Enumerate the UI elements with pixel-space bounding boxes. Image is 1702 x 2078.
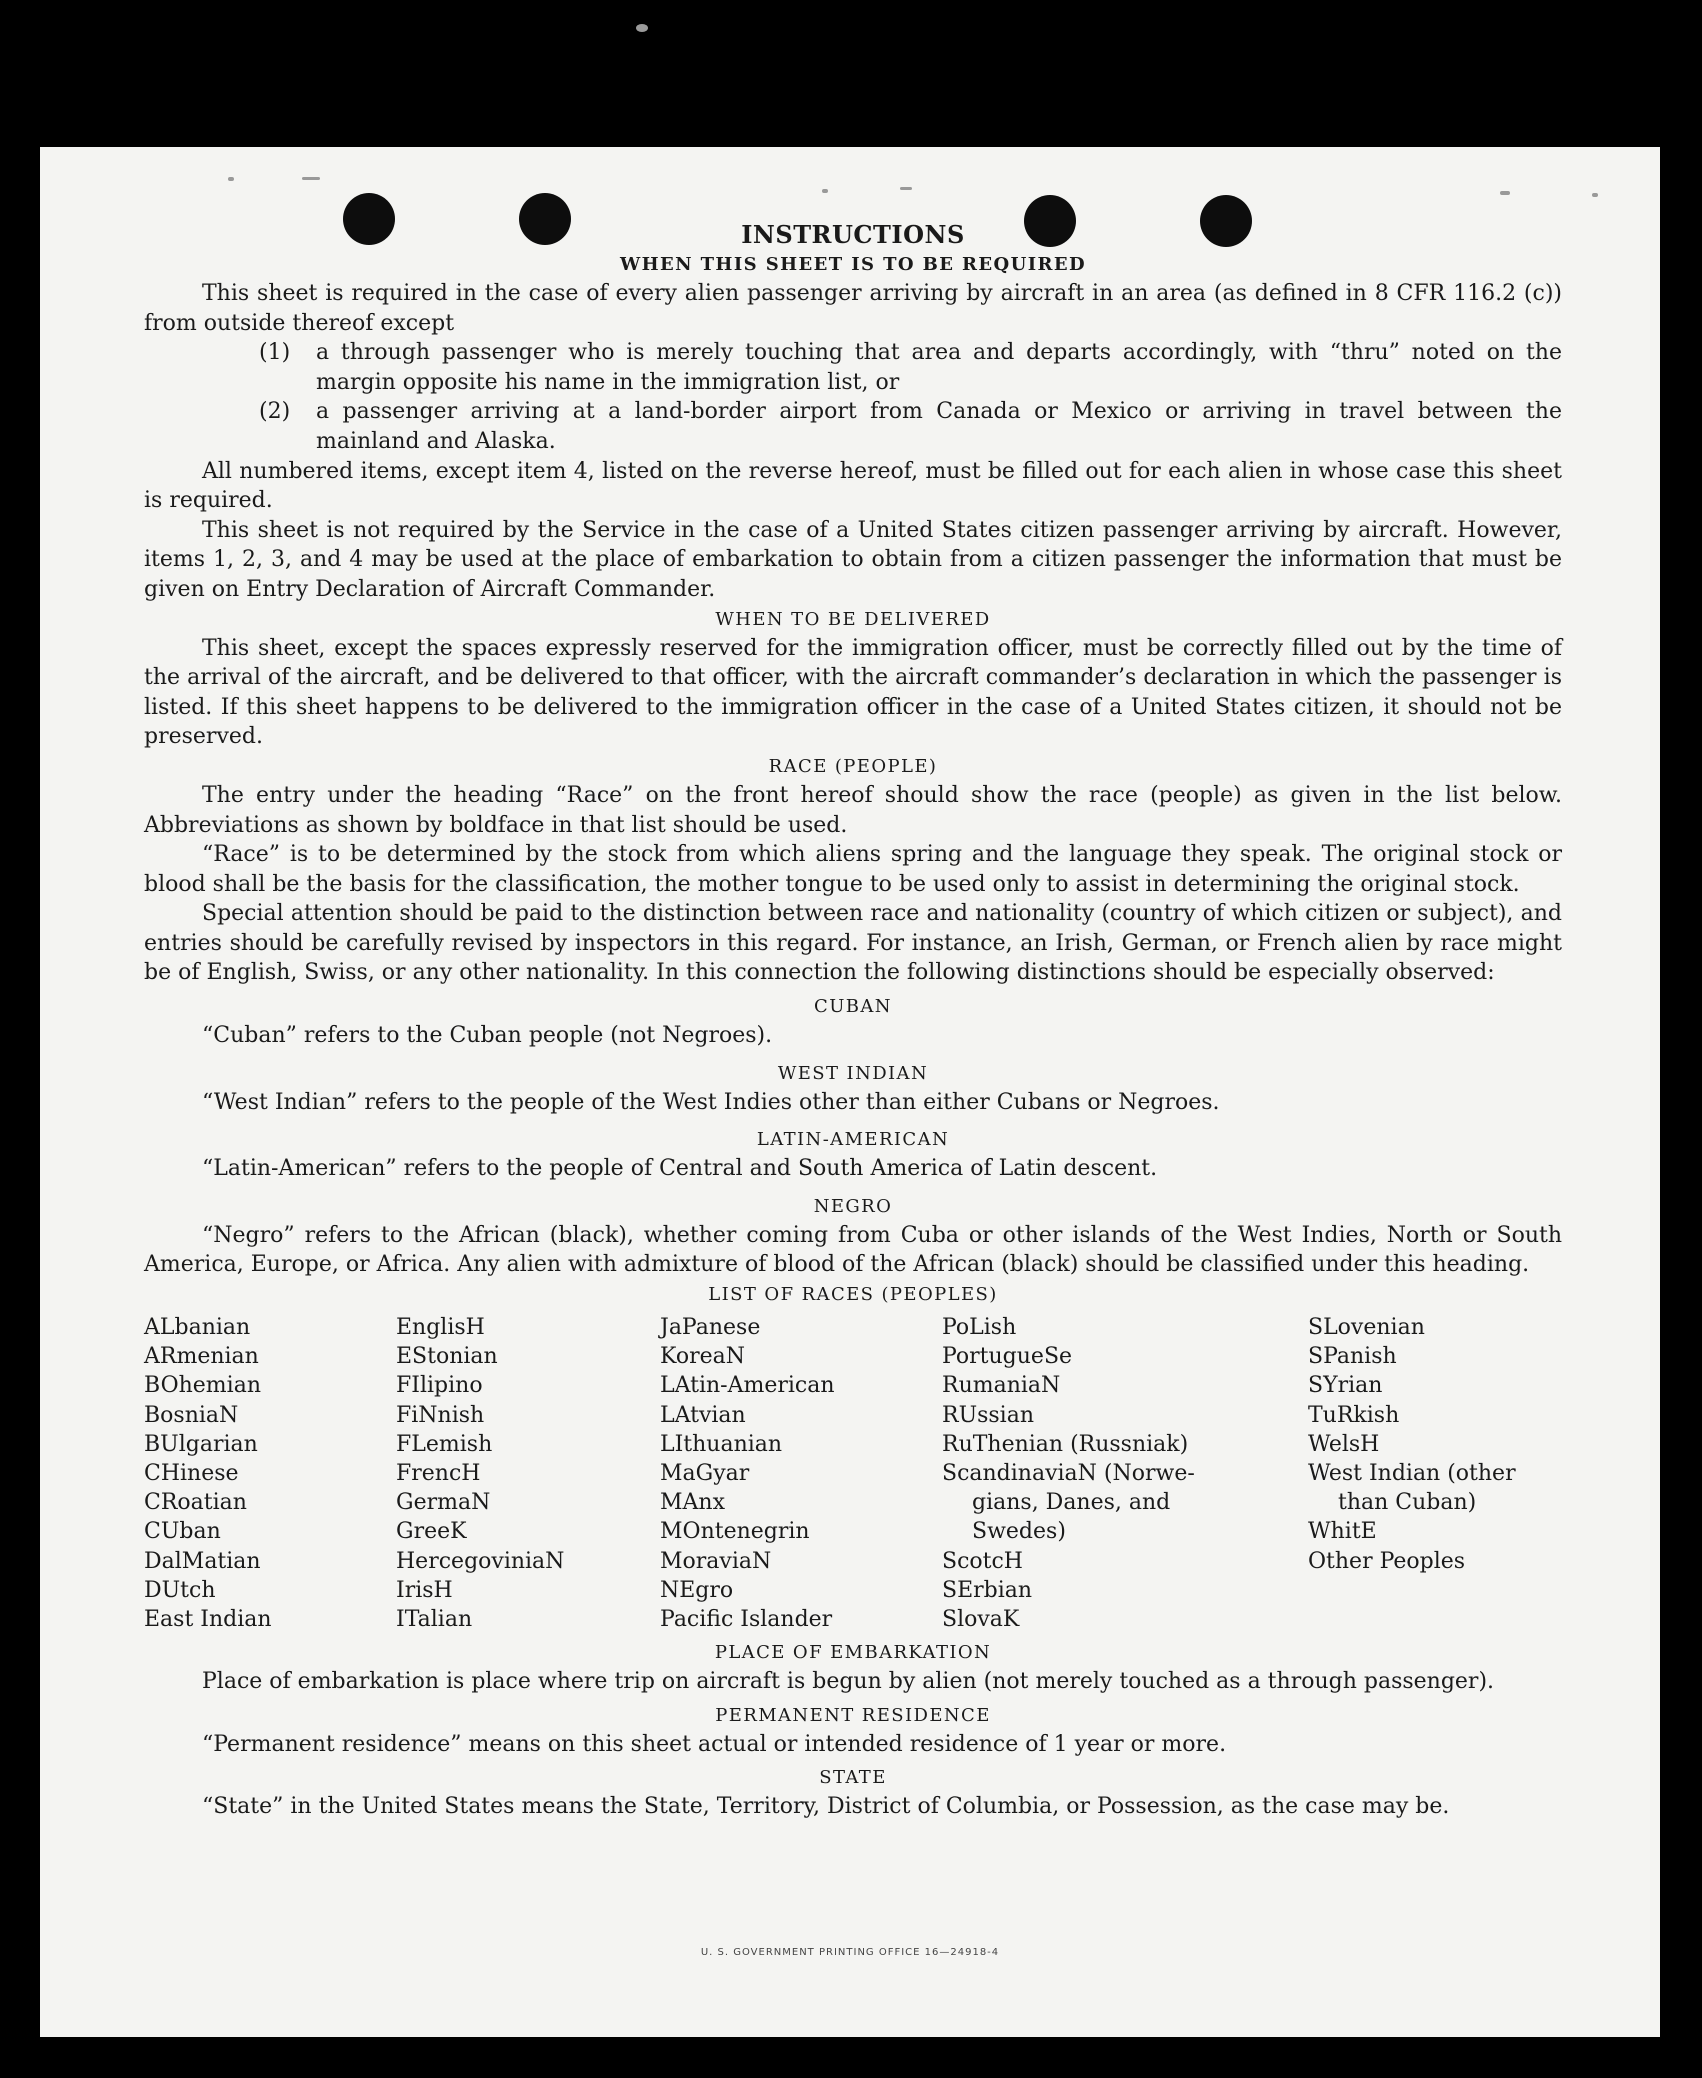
race-entry: ScotcH — [942, 1548, 1023, 1574]
race-entry: MAnx — [660, 1490, 725, 1516]
race-entry: FiNnish — [396, 1402, 485, 1428]
race-entry: GreeK — [396, 1519, 467, 1545]
race-entry: NEgro — [660, 1577, 734, 1603]
race-entry: LAtvian — [660, 1402, 746, 1428]
section-heading: STATE — [819, 1767, 887, 1789]
paragraph: “State” in the United States means the State, Territory, District of Columbia, or Possession, as the case may be. — [202, 1794, 1450, 1820]
race-entry: TuRkish — [1308, 1402, 1400, 1428]
race-entry: DalMatian — [144, 1548, 261, 1574]
section-heading: WHEN THIS SHEET IS TO BE REQUIRED — [619, 254, 1087, 275]
race-entry: BosniaN — [144, 1402, 239, 1428]
section-heading: WHEN TO BE DELIVERED — [715, 608, 991, 630]
race-entry: KoreaN — [660, 1344, 745, 1370]
race-list — [144, 1313, 1562, 1634]
section-heading: PLACE OF EMBARKATION — [714, 1642, 992, 1664]
race-entry: LAtin-American — [660, 1373, 835, 1399]
race-entry: CUban — [144, 1519, 221, 1545]
race-column — [144, 1313, 396, 1634]
race-entry: PoLish — [942, 1315, 1017, 1341]
paragraph: “Race” is to be determined by the stock from which aliens spring and the language they speak. The original stock or blood shall be the basis for the classification, the mother tongue to be used only to assist in determining the original stock. — [144, 842, 1562, 897]
list-item — [144, 338, 1562, 397]
item-text: a through passenger who is merely touching that area and departs accordingly, with “thru” noted on the margin opposite his name in the immigration list, or — [316, 340, 1562, 395]
race-entry: CRoatian — [144, 1490, 247, 1516]
speck-mark — [228, 177, 234, 181]
race-entry: SLovenian — [1308, 1315, 1425, 1341]
item-number: (1) — [259, 340, 291, 366]
race-entry: JaPanese — [660, 1315, 761, 1341]
race-entry: CHinese — [144, 1461, 239, 1487]
race-entry: RUssian — [942, 1402, 1035, 1428]
race-entry: EStonian — [396, 1344, 498, 1370]
section-heading: PERMANENT RESIDENCE — [715, 1704, 991, 1726]
item-text: a passenger arriving at a land-border airport from Canada or Mexico or arriving in travel between the mainland and Alaska. — [316, 399, 1562, 454]
speck-mark — [1592, 193, 1598, 197]
speck-mark — [1500, 191, 1510, 195]
paragraph: The entry under the heading “Race” on the front hereof should show the race (people) as given in the list below. Abbreviations as shown by boldface in that list should be used. — [144, 782, 1562, 838]
race-entry: EnglisH — [396, 1315, 485, 1341]
race-column — [1308, 1313, 1558, 1634]
race-entry: WhitE — [1308, 1519, 1377, 1545]
race-entry: RumaniaN — [942, 1373, 1061, 1399]
race-entry: Swedes) — [972, 1519, 1066, 1545]
race-entry: RuThenian (Russniak) — [942, 1431, 1189, 1457]
section-heading: NEGRO — [813, 1195, 893, 1217]
race-entry: PortugueSe — [942, 1344, 1073, 1370]
race-entry: GermaN — [396, 1490, 491, 1516]
paragraph: “Negro” refers to the African (black), whether coming from Cuba or other islands of the West Indies, North or South America, Europe, or Africa. Any alien with admixture of blood of the African (black) should be classified under this heading. — [144, 1222, 1562, 1278]
section-heading: CUBAN — [814, 996, 892, 1018]
speck-mark — [302, 177, 320, 180]
section-heading: RACE (PEOPLE) — [768, 755, 938, 777]
paragraph: All numbered items, except item 4, listed on the reverse hereof, must be filled out for each alien in whose case this sheet is required. — [144, 458, 1562, 514]
printer-imprint: U. S. GOVERNMENT PRINTING OFFICE 16—24918-4 — [700, 1947, 1000, 1958]
paragraph: “Cuban” refers to the Cuban people (not Negroes). — [202, 1023, 773, 1049]
item-number: (2) — [259, 399, 291, 425]
race-entry: gians, Danes, and — [972, 1490, 1171, 1516]
speck-mark — [636, 24, 648, 32]
race-entry: Other Peoples — [1308, 1548, 1466, 1574]
document-sheet — [40, 147, 1660, 2037]
race-entry: WelsH — [1308, 1431, 1380, 1457]
paragraph: Place of embarkation is place where trip on aircraft is begun by alien (not merely touched as a through passenger). — [202, 1669, 1495, 1695]
paragraph: Special attention should be paid to the distinction between race and nationality (country of which citizen or subject), and entries should be carefully revised by inspectors in this regard. For instance, an Irish, German, or French alien by race might be of English, Swiss, or any other nationality. In this connection the following distinctions should be especially observed: — [144, 901, 1562, 986]
section-heading: LIST OF RACES (PEOPLES) — [708, 1284, 998, 1306]
section-heading: LATIN-AMERICAN — [756, 1129, 950, 1151]
race-entry: BUlgarian — [144, 1431, 258, 1457]
paragraph: “Latin-American” refers to the people of Central and South America of Latin descent. — [202, 1156, 1158, 1182]
race-entry: HercegoviniaN — [396, 1548, 565, 1574]
race-entry: FIlipino — [396, 1373, 483, 1399]
race-entry: ITalian — [396, 1607, 473, 1633]
paragraph: “Permanent residence” means on this sheet actual or intended residence of 1 year or more. — [202, 1731, 1227, 1757]
speck-mark — [822, 189, 828, 193]
instructions-content — [144, 219, 1562, 1822]
race-column — [942, 1313, 1308, 1634]
race-entry: DUtch — [144, 1577, 216, 1603]
race-entry: FLemish — [396, 1431, 493, 1457]
race-entry: LIthuanian — [660, 1431, 783, 1457]
race-entry: ARmenian — [144, 1344, 259, 1370]
paragraph: “West Indian” refers to the people of the West Indies other than either Cubans or Negroes. — [202, 1089, 1220, 1115]
race-entry: FrencH — [396, 1461, 481, 1487]
race-entry: IrisH — [396, 1577, 453, 1603]
race-column — [660, 1313, 942, 1634]
race-entry: Pacific Islander — [660, 1607, 833, 1633]
race-entry: SlovaK — [942, 1607, 1020, 1633]
list-item — [144, 397, 1562, 456]
race-entry: MaGyar — [660, 1461, 750, 1487]
speck-mark — [900, 187, 912, 190]
race-entry: SYrian — [1308, 1373, 1383, 1399]
race-entry: MoraviaN — [660, 1548, 772, 1574]
section-heading: WEST INDIAN — [777, 1062, 929, 1084]
race-column — [396, 1313, 660, 1634]
page-title: INSTRUCTIONS — [741, 220, 965, 249]
race-entry: West Indian (other — [1308, 1461, 1516, 1487]
race-entry: than Cuban) — [1338, 1490, 1477, 1516]
race-entry: SErbian — [942, 1577, 1033, 1603]
paragraph: This sheet is not required by the Service in the case of a United States citizen passenger arriving by aircraft. However, items 1, 2, 3, and 4 may be used at the place of embarkation to obtain from a citizen passenger the information that must be given on Entry Declaration of Aircraft Commander. — [144, 517, 1562, 602]
race-entry: SPanish — [1308, 1344, 1397, 1370]
paragraph: This sheet, except the spaces expressly reserved for the immigration officer, must be correctly filled out by the time of the arrival of the aircraft, and be delivered to that officer, with the aircraft commander’s declaration in which the passenger is listed. If this sheet happens to be delivered to the immigration officer in the case of a United States citizen, it should not be preserved. — [144, 635, 1562, 750]
race-entry: ALbanian — [144, 1315, 251, 1341]
race-entry: MOntenegrin — [660, 1519, 810, 1545]
race-entry: BOhemian — [144, 1373, 261, 1399]
race-entry: East Indian — [144, 1607, 272, 1633]
paragraph: This sheet is required in the case of every alien passenger arriving by aircraft in an area (as defined in 8 CFR 116.2 (c)) from outside thereof except — [144, 281, 1562, 336]
race-entry: ScandinaviaN (Norwe- — [942, 1461, 1195, 1487]
